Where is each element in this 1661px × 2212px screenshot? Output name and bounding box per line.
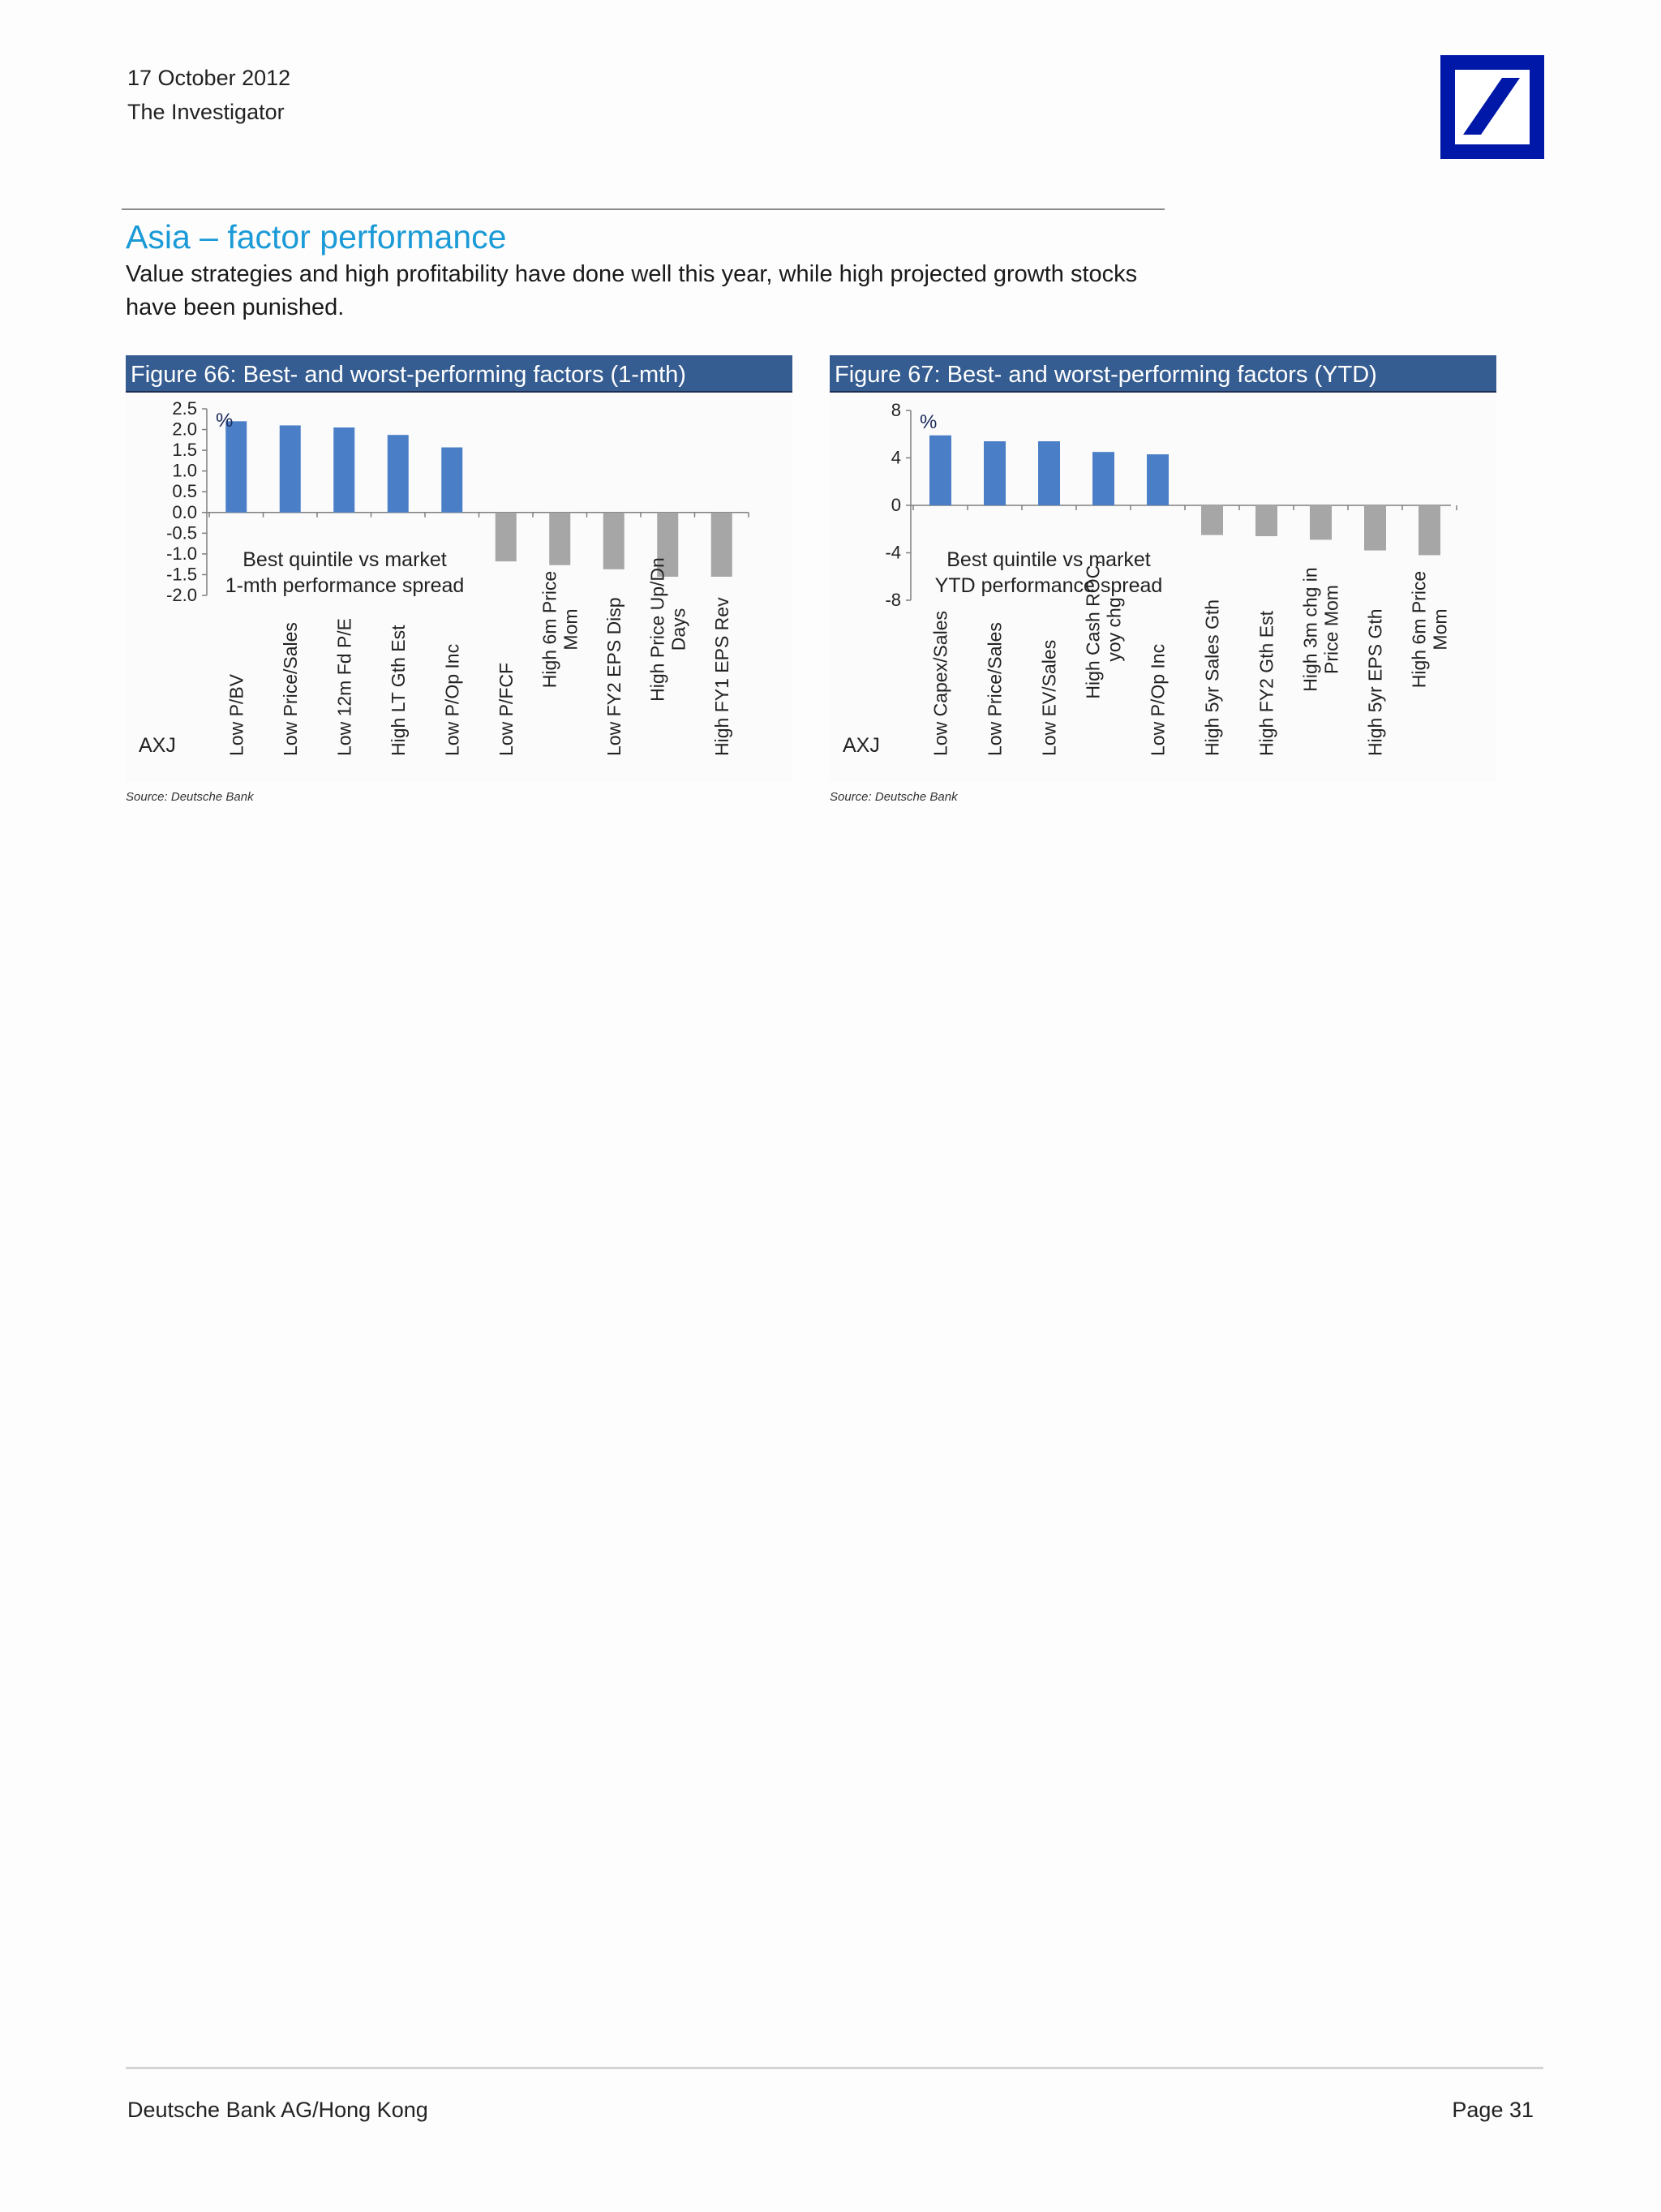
bar [1310, 505, 1332, 539]
category-label: High FY2 Gth Est [1255, 611, 1277, 756]
category-label: High 3m chg in [1299, 567, 1321, 692]
footer-entity: Deutsche Bank AG/Hong Kong [127, 2098, 428, 2122]
category-label: High FY1 EPS Rev [710, 597, 732, 756]
y-tick-label: -8 [885, 590, 901, 610]
y-tick-label: -0.5 [166, 522, 197, 543]
category-label: High 6m Price [1408, 570, 1430, 689]
bar [280, 425, 301, 512]
category-label: High Price Up/Dn [646, 557, 668, 702]
bar [1147, 454, 1169, 505]
bar [1038, 441, 1060, 505]
y-tick-label: 8 [891, 400, 901, 420]
category-label: Low 12m Fd P/E [333, 617, 355, 756]
category-label: Days [667, 608, 689, 651]
category-label: High 6m Price [539, 570, 560, 689]
y-tick-label: 1.5 [172, 440, 197, 461]
unit-label: % [216, 410, 234, 432]
category-label: Low P/Op Inc [1147, 643, 1169, 756]
logo-inner-square [1455, 70, 1530, 144]
bar [984, 441, 1006, 505]
category-label: High 5yr Sales Gth [1201, 599, 1223, 756]
bar [388, 435, 409, 513]
bar [549, 513, 570, 565]
y-tick-label: 0 [891, 495, 901, 515]
bar [711, 513, 732, 577]
figure-66-chart-area [126, 394, 792, 782]
y-tick-label: 2.0 [172, 419, 197, 440]
chart-annotation: 1-mth performance spread [225, 574, 465, 597]
y-tick-label: 1.0 [172, 460, 197, 481]
category-label: Mom [560, 608, 582, 651]
category-label: High Cash ROC, [1082, 560, 1104, 699]
chart-annotation: YTD performance spread [934, 574, 1163, 597]
bar [333, 427, 354, 513]
section-intro: Value strategies and high profitability have done well this year, while high projected growth stocks have been punished. [126, 261, 1138, 320]
category-label: Low P/BV [225, 674, 247, 756]
figure-66-heading: Figure 66: Best- and worst-performing factors (1-mth) [126, 355, 792, 393]
top-divider [122, 208, 1165, 210]
bar [1255, 505, 1277, 536]
bar [1092, 452, 1114, 505]
deutsche-bank-logo [1440, 55, 1544, 159]
report-date: 17 October 2012 [127, 66, 291, 90]
category-label: yoy chg [1103, 597, 1125, 662]
category-label: Low Price/Sales [984, 622, 1006, 756]
category-label: Low EV/Sales [1038, 639, 1060, 756]
chart-annotation: Best quintile vs market [946, 548, 1151, 571]
figure-66-chart [126, 394, 792, 782]
y-tick-label: 0.0 [172, 501, 197, 522]
category-label: Mom [1429, 608, 1451, 651]
section-title: Asia – factor performance [126, 218, 507, 256]
unit-label: % [920, 411, 938, 433]
bar [441, 448, 462, 513]
bar [225, 421, 247, 512]
category-label: High LT Gth Est [387, 625, 409, 756]
category-label: Low P/Op Inc [441, 643, 463, 756]
figure-67-chart-area [830, 394, 1496, 782]
market-label: AXJ [139, 734, 176, 757]
category-label: Low P/FCF [495, 662, 517, 756]
figure-66-source: Source: Deutsche Bank [126, 790, 254, 804]
publication-name: The Investigator [127, 100, 285, 124]
category-label: Low Capex/Sales [929, 611, 951, 756]
y-tick-label: -4 [885, 542, 901, 563]
bottom-divider [126, 2067, 1543, 2069]
category-label: Low FY2 EPS Disp [603, 597, 624, 756]
category-label: High 5yr EPS Gth [1364, 608, 1386, 756]
category-label: Low Price/Sales [279, 622, 301, 756]
figure-67-heading: Figure 67: Best- and worst-performing factors (YTD) [830, 355, 1496, 393]
y-tick-label: 4 [891, 447, 901, 468]
bar [1201, 505, 1223, 535]
market-label: AXJ [843, 734, 880, 757]
category-label: Price Mom [1320, 585, 1342, 674]
logo-slash-icon [1455, 70, 1530, 144]
bar [603, 513, 624, 569]
bar [1364, 505, 1386, 551]
y-tick-label: -1.5 [166, 564, 197, 585]
y-tick-label: -2.0 [166, 585, 197, 605]
chart-annotation: Best quintile vs market [242, 548, 447, 571]
figure-67-chart [830, 394, 1496, 782]
y-tick-label: 0.5 [172, 481, 197, 502]
y-tick-label: -1.0 [166, 543, 197, 564]
bar [496, 513, 517, 561]
y-tick-label: 2.5 [172, 398, 197, 419]
bar [929, 436, 951, 505]
page-number: Page 31 [1452, 2098, 1534, 2122]
figure-67-source: Source: Deutsche Bank [830, 790, 958, 804]
bar [1419, 505, 1440, 555]
